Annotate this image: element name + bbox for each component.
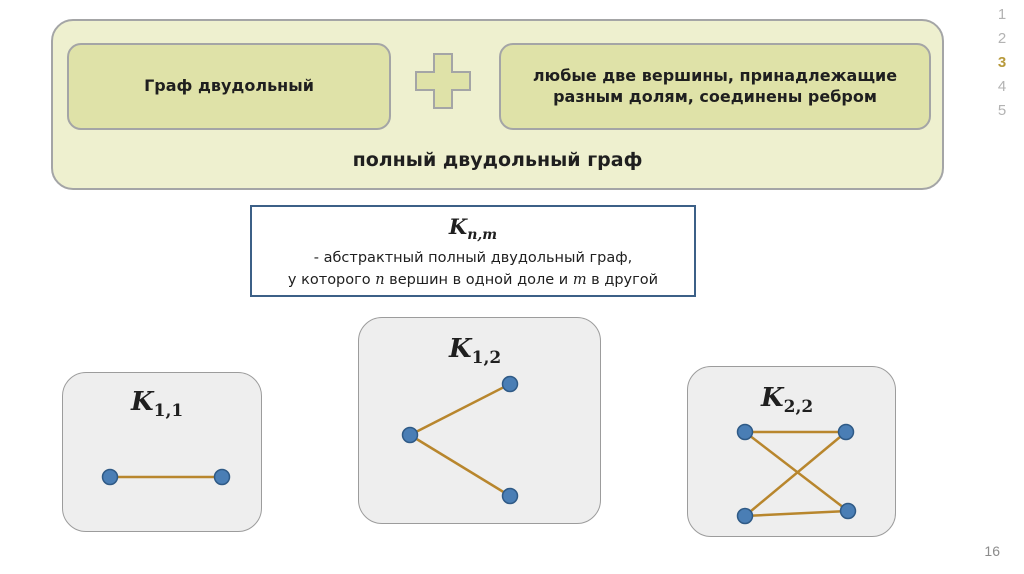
- plus-icon: [414, 52, 472, 110]
- graph-label-k12: [449, 334, 501, 368]
- graph-label-base: K: [449, 334, 472, 364]
- definition-text: в другой: [586, 272, 659, 289]
- slide-nav-item-2[interactable]: 2: [997, 30, 1007, 47]
- slide-nav-item-4[interactable]: 4: [997, 78, 1007, 95]
- definition-text: вершин в одной доле и: [384, 272, 573, 289]
- graph-card-k11: [62, 372, 262, 532]
- graph-card-k12: [358, 317, 601, 524]
- graph-label-base: K: [131, 387, 154, 417]
- bipartite-graph-box: [67, 43, 391, 130]
- definition-var-n: n: [375, 272, 385, 289]
- condition-box: [499, 43, 931, 130]
- graph-label-k22: [761, 383, 813, 417]
- graph-label-base: K: [761, 383, 784, 413]
- slide-nav-item-5[interactable]: 5: [997, 102, 1007, 119]
- slide-nav-item-1[interactable]: 1: [997, 6, 1007, 23]
- definition-symbol-sub: n,m: [467, 227, 498, 244]
- definition-text: у которого: [287, 272, 376, 289]
- condition-line-1: любые две вершины, принадлежащие: [532, 65, 898, 85]
- definition-var-m: m: [572, 272, 587, 289]
- slide-nav-item-3[interactable]: 3: [997, 54, 1007, 71]
- definition-box: [250, 205, 696, 297]
- graph-label-sub: 1,2: [471, 348, 502, 369]
- page-number: 16: [984, 543, 1000, 559]
- graph-label-sub: 2,2: [783, 397, 814, 418]
- graph-label-sub: 1,1: [153, 401, 184, 422]
- definition-line-1: - абстрактный полный двудольный граф,: [313, 250, 633, 267]
- definition-line-2: [252, 269, 694, 291]
- bipartite-graph-label: Граф двудольный: [144, 76, 314, 96]
- graph-label-k11: [131, 387, 183, 421]
- panel-title: полный двудольный граф: [352, 149, 643, 171]
- definition-symbol-base: K: [448, 214, 468, 239]
- definition-symbol: [252, 215, 694, 247]
- graph-card-k22: [687, 366, 896, 537]
- condition-line-2: разным долям, соединены ребром: [553, 86, 877, 106]
